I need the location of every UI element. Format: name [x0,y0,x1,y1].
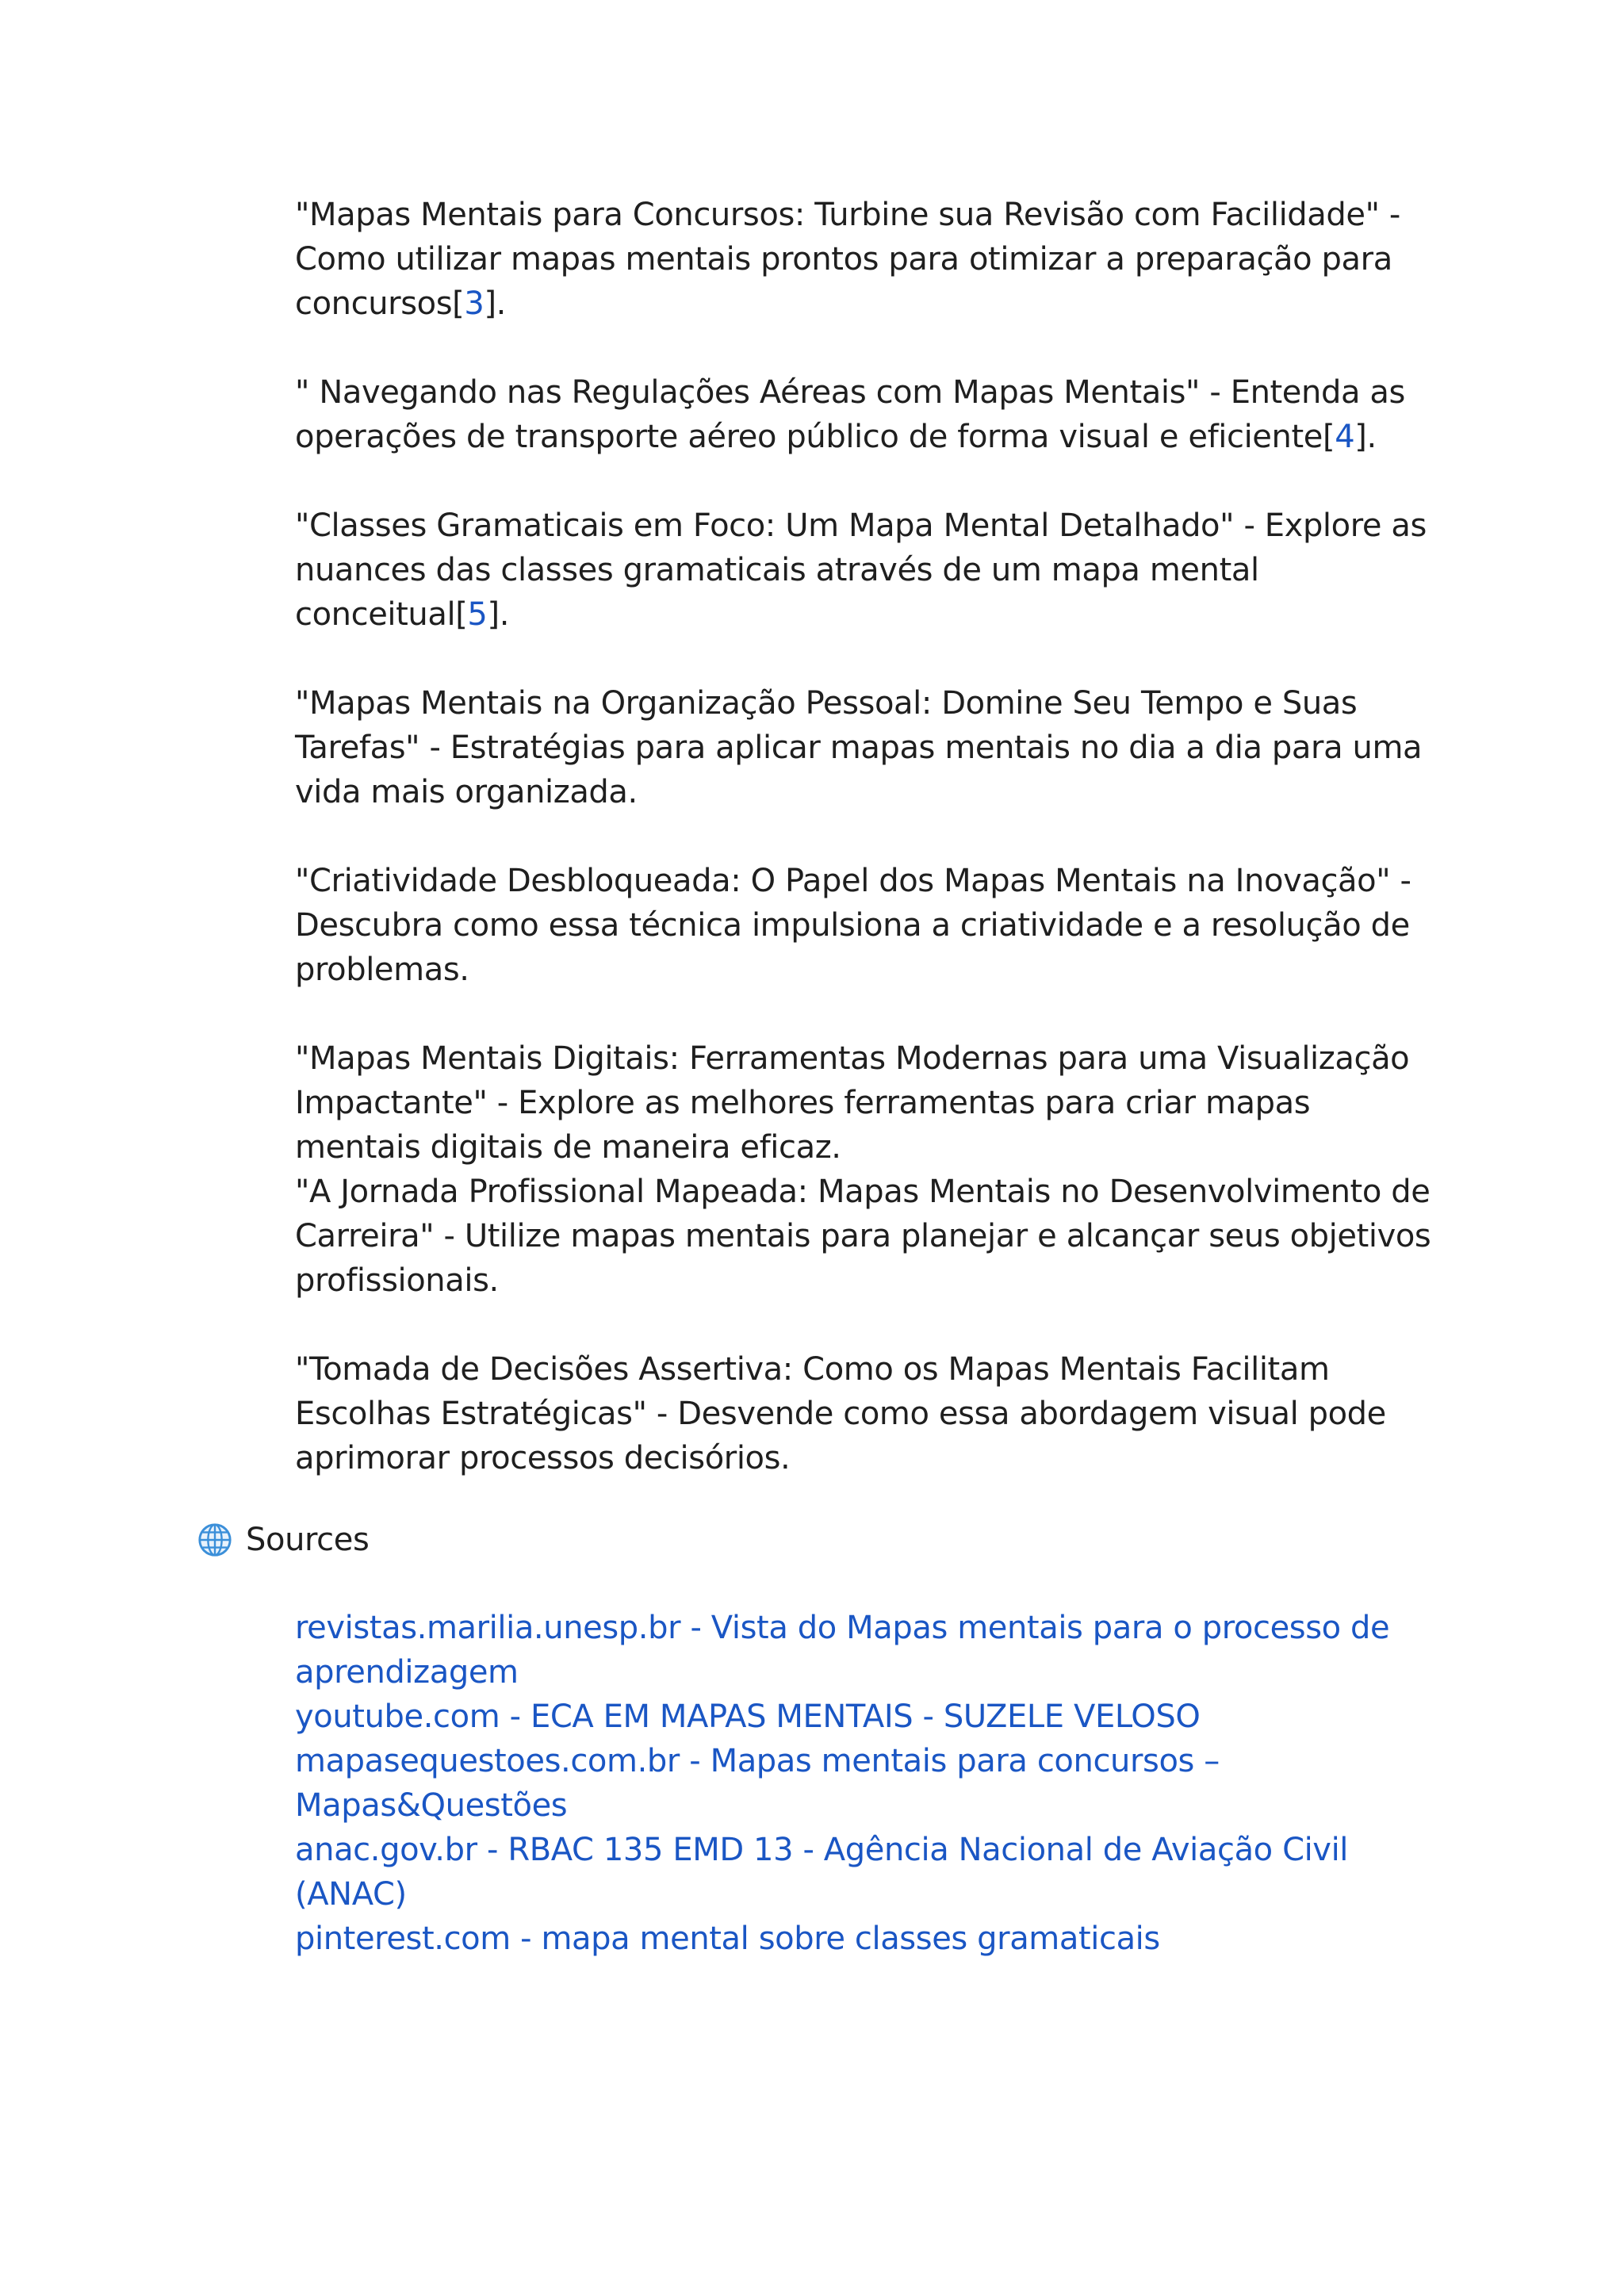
citation-link[interactable]: 5 [467,596,488,633]
list-item: "Classes Gramaticais em Foco: Um Mapa Mental Detalhado" - Explore as nuances das classes gramaticais através de um mapa mental conceitual[5]. [295,507,1427,633]
list-item: " Navegando nas Regulações Aéreas com Mapas Mentais" - Entenda as operações de transporte aéreo público de forma visual e eficiente[4]. [295,374,1405,455]
sources-list [295,1606,1445,1961]
list-item: "Tomada de Decisões Assertiva: Como os Mapas Mentais Facilitam Escolhas Estratégicas" - Desvende como essa abordagem visual pode aprimorar processos decisórios. [295,1351,1386,1476]
sources-title: Sources [246,1522,370,1558]
source-link[interactable]: youtube.com - ECA EM MAPAS MENTAIS - SUZELE VELOSO [295,1698,1201,1735]
citation-link[interactable]: 4 [1335,419,1355,455]
sources-heading [197,1518,369,1562]
list-item: "Criatividade Desbloqueada: O Papel dos Mapas Mentais na Inovação" - Descubra como essa técnica impulsiona a criatividade e a resolução de problemas. [295,863,1411,988]
list-item: "Mapas Mentais Digitais: Ferramentas Modernas para uma Visualização Impactante" - Explore as melhores ferramentas para criar mapas mentais digitais de maneira eficaz. [295,1040,1410,1166]
source-link[interactable]: revistas.marilia.unesp.br - Vista do Mapas mentais para o processo de aprendizagem [295,1610,1390,1691]
source-link[interactable]: pinterest.com - mapa mental sobre classes gramaticais [295,1921,1160,1957]
globe-icon [197,1522,233,1558]
source-link[interactable]: mapasequestoes.com.br - Mapas mentais para concursos – Mapas&Questões [295,1743,1220,1824]
list-item: "Mapas Mentais para Concursos: Turbine sua Revisão com Facilidade" - Como utilizar mapas mentais prontos para otimizar a preparação para concursos[3]. [295,197,1400,322]
ideas-list [295,193,1445,1525]
citation-link[interactable]: 3 [464,285,485,322]
list-item: "A Jornada Profissional Mapeada: Mapas Mentais no Desenvolvimento de Carreira" - Utilize mapas mentais para planejar e alcançar seus objetivos profissionais. [295,1174,1431,1299]
source-link[interactable]: anac.gov.br - RBAC 135 EMD 13 - Agência Nacional de Aviação Civil (ANAC) [295,1832,1349,1913]
list-item: "Mapas Mentais na Organização Pessoal: Domine Seu Tempo e Suas Tarefas" - Estratégias para aplicar mapas mentais no dia a dia para uma vida mais organizada. [295,685,1423,810]
